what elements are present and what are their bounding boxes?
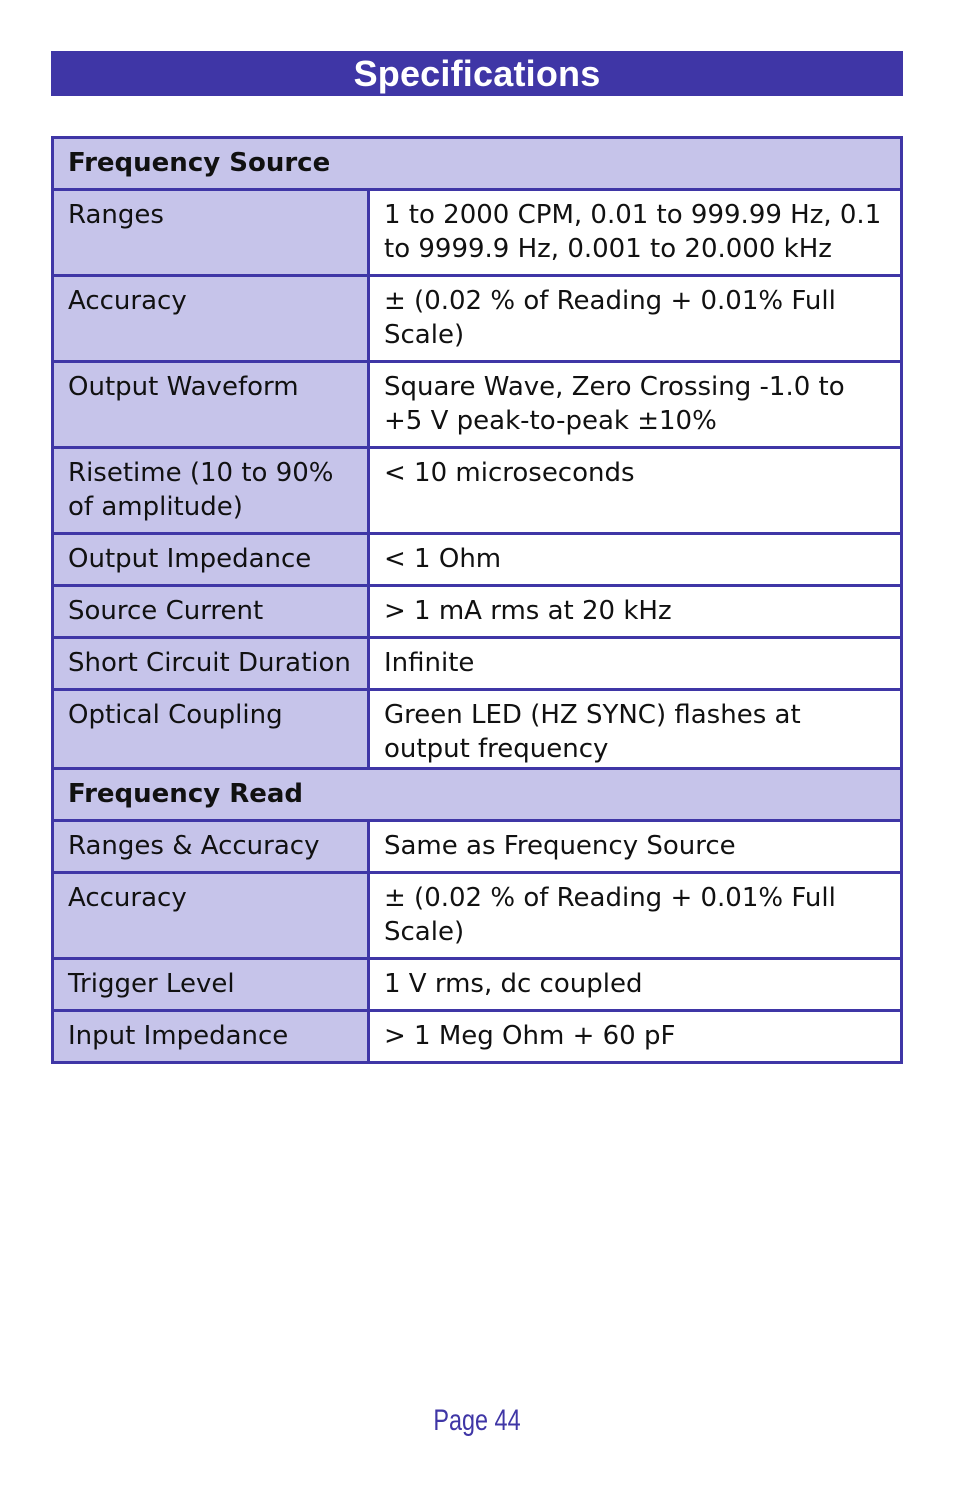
spec-label: Risetime (10 to 90% of amplitude) <box>53 448 369 534</box>
spec-value: < 10 microseconds <box>369 448 902 534</box>
spec-value: < 1 Ohm <box>369 534 902 586</box>
spec-label: Output Waveform <box>53 362 369 448</box>
table-row <box>53 638 902 690</box>
page-title: Specifications <box>51 51 903 96</box>
frequency-read-table <box>51 767 903 1064</box>
table-header-row <box>53 769 902 821</box>
spec-label: Input Impedance <box>53 1011 369 1063</box>
table-row <box>53 821 902 873</box>
spec-label: Optical Coupling <box>53 690 369 776</box>
spec-value: 1 V rms, dc coupled <box>369 959 902 1011</box>
spec-value: Same as Frequency Source <box>369 821 902 873</box>
spec-value: ± (0.02 % of Reading + 0.01% Full Scale) <box>369 873 902 959</box>
frequency-source-table <box>51 136 903 777</box>
spec-value: Infinite <box>369 638 902 690</box>
spec-value: Square Wave, Zero Crossing -1.0 to +5 V peak-to-peak ±10% <box>369 362 902 448</box>
spec-value: > 1 Meg Ohm + 60 pF <box>369 1011 902 1063</box>
table-row <box>53 873 902 959</box>
table-row <box>53 362 902 448</box>
table-header-row <box>53 138 902 190</box>
section-heading: Frequency Read <box>53 769 902 821</box>
table-row <box>53 586 902 638</box>
page-number: Page 44 <box>433 1404 521 1437</box>
spec-label: Ranges & Accuracy <box>53 821 369 873</box>
spec-value: > 1 mA rms at 20 kHz <box>369 586 902 638</box>
spec-label: Trigger Level <box>53 959 369 1011</box>
table-row <box>53 190 902 276</box>
table-row <box>53 690 902 776</box>
section-heading: Frequency Source <box>53 138 902 190</box>
table-row <box>53 276 902 362</box>
spec-label: Short Circuit Duration <box>53 638 369 690</box>
table-row <box>53 448 902 534</box>
spec-value: Green LED (HZ SYNC) flashes at output frequency <box>369 690 902 776</box>
table-row <box>53 534 902 586</box>
spec-label: Output Impedance <box>53 534 369 586</box>
spec-label: Ranges <box>53 190 369 276</box>
spec-value: ± (0.02 % of Reading + 0.01% Full Scale) <box>369 276 902 362</box>
spec-value: 1 to 2000 CPM, 0.01 to 999.99 Hz, 0.1 to 9999.9 Hz, 0.001 to 20.000 kHz <box>369 190 902 276</box>
table-row <box>53 959 902 1011</box>
spec-label: Source Current <box>53 586 369 638</box>
spec-label: Accuracy <box>53 873 369 959</box>
table-row <box>53 1011 902 1063</box>
spec-label: Accuracy <box>53 276 369 362</box>
